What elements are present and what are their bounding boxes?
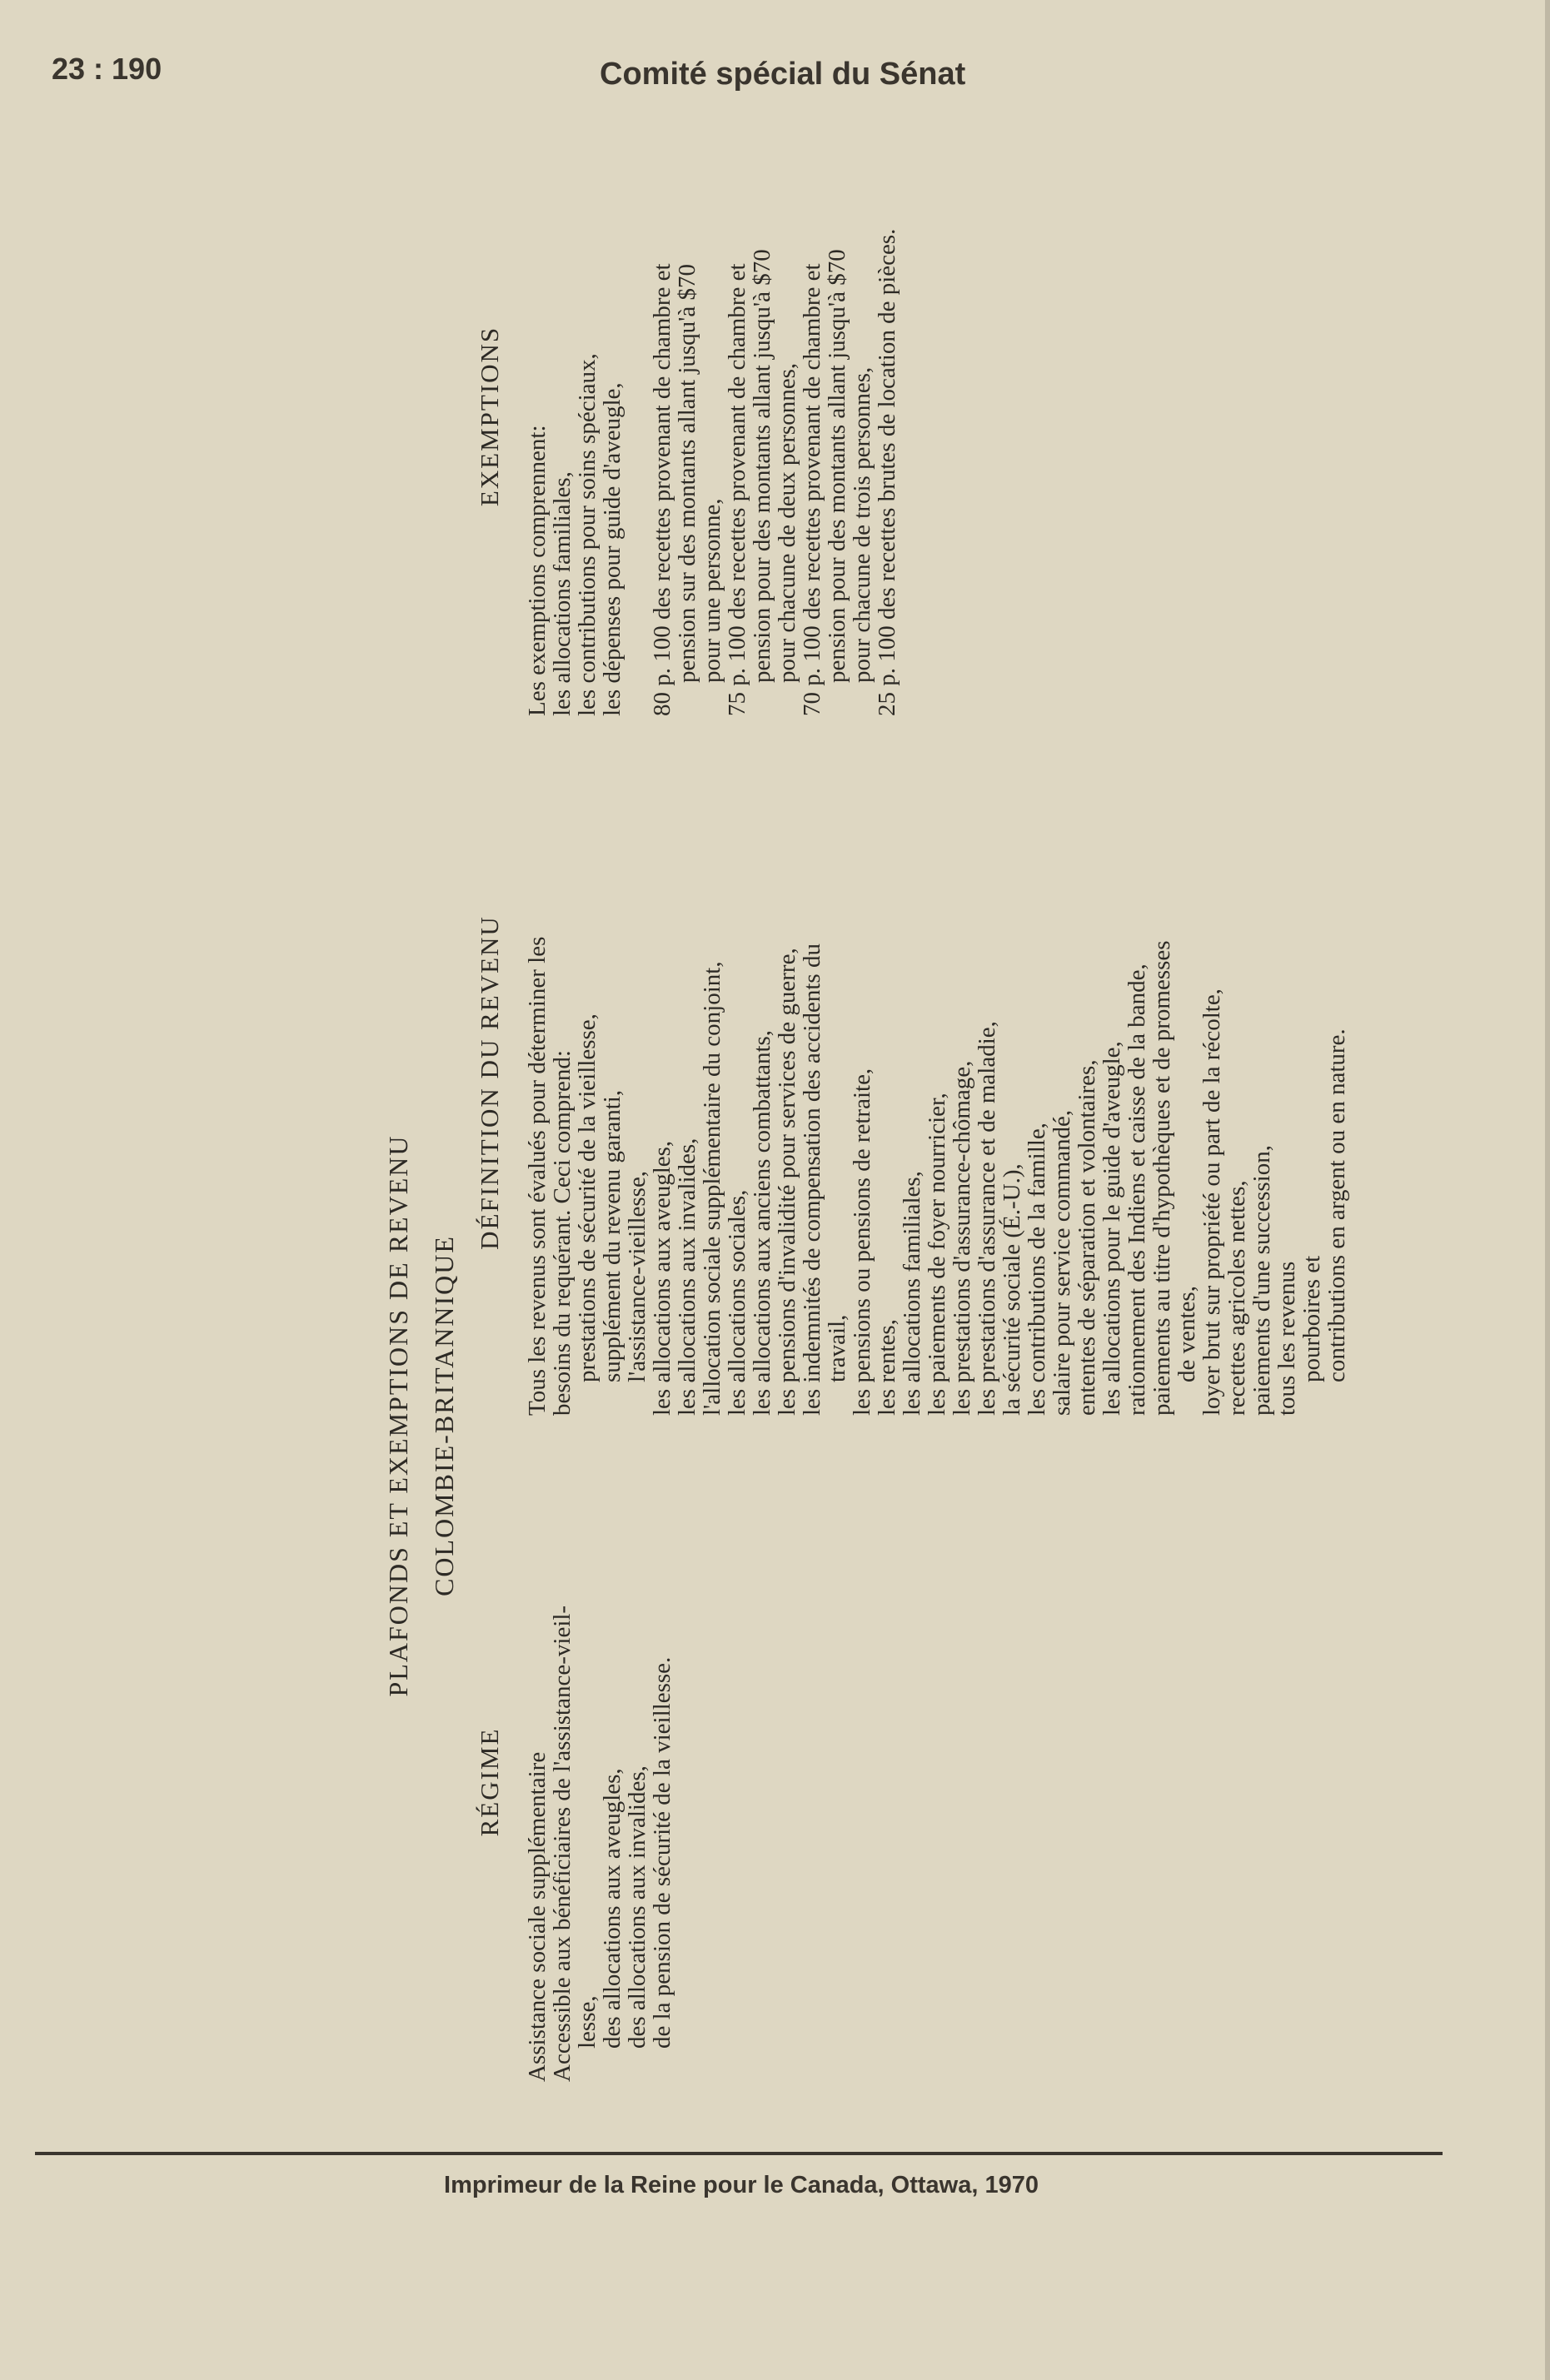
definition-line: contributions en argent ou en nature. (1323, 1028, 1350, 1382)
exemption-line: pension pour des montants allant jusqu'à $70 (749, 249, 775, 683)
definition-line: recettes agricoles nettes, (1224, 1180, 1250, 1416)
definition-line: salaire pour service commandé, (1049, 1109, 1075, 1416)
exemption-line: les contributions pour soins spéciaux, (574, 353, 601, 716)
regime-line: Assistance sociale supplémentaire (524, 1751, 551, 2082)
definition-line: ententes de séparation et volontaires, (1074, 1059, 1100, 1416)
definition-line: les allocations aux aveugles, (649, 1140, 675, 1416)
definition-line: pourboires et (1298, 1255, 1325, 1382)
definition-line: de ventes, (1174, 1286, 1200, 1382)
exemption-line: pension pour des montants allant jusqu'à $70 (824, 249, 850, 683)
exemption-gap (625, 100, 650, 716)
regime-line: des allocations aux invalides, (624, 1765, 650, 2049)
exemption-line: 80 p. 100 des recettes provenant de chambre et (649, 263, 675, 716)
definition-line: Tous les revenus sont évalués pour déterminer les (524, 936, 551, 1416)
regime-line: des allocations aux aveugles, (599, 1768, 625, 2049)
definition-line: prestations de sécurité de la vieillesse, (574, 1013, 601, 1382)
definition-line: les indemnités de compensation des accidents du (799, 944, 825, 1416)
definition-column (525, 749, 1349, 1416)
definition-line: les allocations familiales, (899, 1171, 925, 1416)
heading-definition: DÉFINITION DU REVENU (475, 915, 504, 1250)
heading-regime: RÉGIME (475, 1727, 504, 1837)
printer-imprint: Imprimeur de la Reine pour le Canada, Ottawa, 1970 (444, 2172, 1039, 2198)
exemption-line: 25 p. 100 des recettes brutes de location de pièces. (874, 228, 900, 716)
regime-column (525, 1482, 675, 2082)
definition-line: les allocations aux anciens combattants, (749, 1029, 775, 1416)
definition-line: les prestations d'assurance et de maladie, (974, 1021, 1000, 1416)
exemption-line: les allocations familiales, (549, 471, 576, 716)
definition-line: besoins du requérant. Ceci comprend: (549, 1050, 576, 1416)
definition-line: les allocations sociales, (724, 1189, 750, 1416)
exemptions-column (525, 100, 900, 716)
definition-line: les allocations aux invalides, (674, 1138, 700, 1416)
definition-line: l'assistance-vieillesse, (624, 1170, 650, 1382)
page-number: 23 : 190 (52, 52, 162, 86)
exemption-line: les dépenses pour guide d'aveugle, (599, 382, 625, 716)
footer-rule (35, 2152, 1443, 2155)
exemption-line: 75 p. 100 des recettes provenant de chambre et (724, 263, 750, 716)
definition-line: les contributions de la famille, (1024, 1123, 1050, 1416)
definition-line: les allocations pour le guide d'aveugle, (1099, 1041, 1125, 1416)
definition-line: rationnement des Indiens et caisse de la bande, (1124, 963, 1150, 1416)
exemption-line: pension sur des montants allant jusqu'à $70 (674, 264, 700, 683)
definition-line: la sécurité sociale (É.-U.), (999, 1163, 1025, 1416)
definition-line: les paiements de foyer nourricier, (924, 1093, 950, 1416)
definition-line: paiements d'une succession, (1248, 1145, 1275, 1416)
definition-line: les pensions d'invalidité pour services de guerre, (774, 948, 800, 1416)
definition-line: les pensions ou pensions de retraite, (849, 1068, 875, 1416)
province-name: COLOMBIE-BRITANNIQUE (429, 1235, 459, 1596)
definition-line: l'allocation sociale supplémentaire du conjoint, (699, 961, 725, 1416)
definition-line: les prestations d'assurance-chômage, (949, 1060, 975, 1416)
exemption-line: pour une personne, (699, 498, 725, 683)
exemption-line: pour chacune de deux personnes, (774, 362, 800, 683)
exemption-line: Les exemptions comprennent: (524, 425, 551, 716)
definition-line: loyer brut sur propriété ou part de la récolte, (1199, 988, 1225, 1416)
definition-line: travail, (824, 1314, 850, 1382)
definition-line: supplément du revenu garanti, (599, 1089, 625, 1382)
definition-line: les rentes, (874, 1319, 900, 1416)
definition-line: tous les revenus (1273, 1261, 1300, 1416)
rotated-table (383, 83, 1550, 2082)
definition-line: paiements au titre d'hypothèques et de promesses (1149, 940, 1175, 1416)
running-title: Comité spécial du Sénat (600, 57, 966, 92)
table-title: PLAFONDS ET EXEMPTIONS DE REVENU (383, 1134, 413, 1697)
heading-exemptions: EXEMPTIONS (475, 326, 504, 507)
regime-line: de la pension de sécurité de la vieillesse. (649, 1656, 675, 2049)
regime-line: lesse, (574, 1995, 601, 2049)
exemption-line: pour chacune de trois personnes, (849, 366, 875, 683)
regime-line: Accessible aux bénéficiaires de l'assistance-vieil- (549, 1605, 576, 2082)
exemption-line: 70 p. 100 des recettes provenant de chambre et (799, 263, 825, 716)
